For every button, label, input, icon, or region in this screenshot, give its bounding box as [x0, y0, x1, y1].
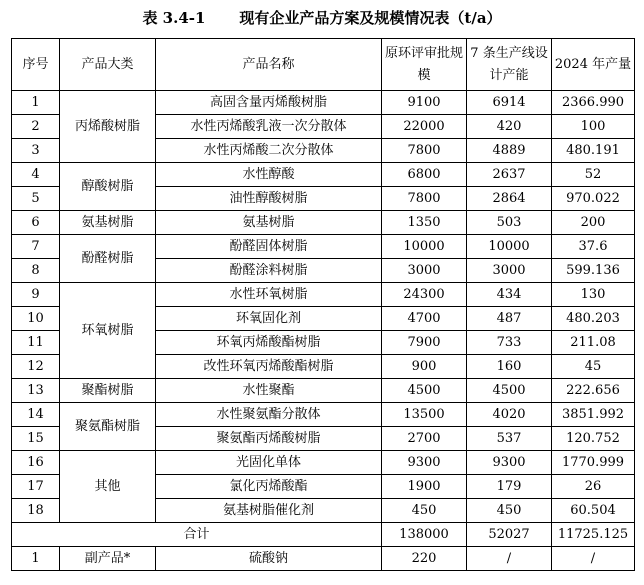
approved-value: 10000 [382, 235, 467, 259]
byproduct-category: 副产品* [60, 547, 156, 571]
total-output: 11725.125 [552, 523, 635, 547]
category-cell: 聚酯树脂 [60, 379, 156, 403]
approved-value: 22000 [382, 115, 467, 139]
row-no: 11 [12, 331, 60, 355]
product-name: 高固含量丙烯酸树脂 [156, 91, 382, 115]
product-name: 水性聚氨酯分散体 [156, 403, 382, 427]
header-row [12, 39, 635, 91]
table-row [12, 283, 635, 307]
output-value: 100 [552, 115, 635, 139]
product-name: 水性丙烯酸二次分散体 [156, 139, 382, 163]
product-scale-table [11, 38, 635, 571]
row-no: 18 [12, 499, 60, 523]
table-row [12, 451, 635, 475]
capacity-value: 10000 [467, 235, 552, 259]
output-value: 26 [552, 475, 635, 499]
approved-value: 450 [382, 499, 467, 523]
output-value: 120.752 [552, 427, 635, 451]
byproduct-output: / [552, 547, 635, 571]
capacity-value: 9300 [467, 451, 552, 475]
approved-value: 2700 [382, 427, 467, 451]
output-value: 480.191 [552, 139, 635, 163]
row-no: 9 [12, 283, 60, 307]
capacity-value: 179 [467, 475, 552, 499]
category-cell: 环氧树脂 [60, 283, 156, 379]
capacity-value: 3000 [467, 259, 552, 283]
table-row [12, 379, 635, 403]
table-title: 现有企业产品方案及规模情况表（t/a） [239, 9, 502, 27]
product-name: 水性丙烯酸乳液一次分散体 [156, 115, 382, 139]
table-row [12, 163, 635, 187]
output-value: 222.656 [552, 379, 635, 403]
row-no: 17 [12, 475, 60, 499]
row-no: 16 [12, 451, 60, 475]
table-row [12, 403, 635, 427]
output-value: 970.022 [552, 187, 635, 211]
byproduct-no: 1 [12, 547, 60, 571]
capacity-value: 160 [467, 355, 552, 379]
row-no: 1 [12, 91, 60, 115]
approved-value: 9300 [382, 451, 467, 475]
approved-value: 9100 [382, 91, 467, 115]
row-no: 7 [12, 235, 60, 259]
category-cell: 聚氨酯树脂 [60, 403, 156, 451]
approved-value: 13500 [382, 403, 467, 427]
capacity-value: 487 [467, 307, 552, 331]
product-name: 光固化单体 [156, 451, 382, 475]
byproduct-approved: 220 [382, 547, 467, 571]
product-name: 水性环氧树脂 [156, 283, 382, 307]
product-name: 环氧固化剂 [156, 307, 382, 331]
output-value: 52 [552, 163, 635, 187]
capacity-value: 434 [467, 283, 552, 307]
approved-value: 24300 [382, 283, 467, 307]
output-value: 130 [552, 283, 635, 307]
header-approved: 原环评审批规模 [382, 39, 467, 91]
output-value: 599.136 [552, 259, 635, 283]
category-cell: 醇酸树脂 [60, 163, 156, 211]
capacity-value: 733 [467, 331, 552, 355]
total-capacity: 52027 [467, 523, 552, 547]
byproduct-capacity: / [467, 547, 552, 571]
output-value: 2366.990 [552, 91, 635, 115]
approved-value: 6800 [382, 163, 467, 187]
row-no: 14 [12, 403, 60, 427]
output-value: 3851.992 [552, 403, 635, 427]
product-name: 水性醇酸 [156, 163, 382, 187]
approved-value: 7900 [382, 331, 467, 355]
capacity-value: 2864 [467, 187, 552, 211]
product-name: 改性环氧丙烯酸酯树脂 [156, 355, 382, 379]
capacity-value: 4889 [467, 139, 552, 163]
total-label: 合计 [12, 523, 382, 547]
row-no: 3 [12, 139, 60, 163]
table-number: 表 3.4-1 [142, 9, 206, 27]
approved-value: 4700 [382, 307, 467, 331]
product-name: 氨基树脂催化剂 [156, 499, 382, 523]
product-name: 聚氨酯丙烯酸树脂 [156, 427, 382, 451]
row-no: 10 [12, 307, 60, 331]
approved-value: 1350 [382, 211, 467, 235]
category-cell: 氨基树脂 [60, 211, 156, 235]
product-name: 水性聚酯 [156, 379, 382, 403]
approved-value: 900 [382, 355, 467, 379]
table-caption [0, 0, 644, 36]
row-no: 13 [12, 379, 60, 403]
capacity-value: 503 [467, 211, 552, 235]
category-cell: 丙烯酸树脂 [60, 91, 156, 163]
row-no: 5 [12, 187, 60, 211]
table-row [12, 211, 635, 235]
output-value: 1770.999 [552, 451, 635, 475]
output-value: 45 [552, 355, 635, 379]
approved-value: 3000 [382, 259, 467, 283]
byproduct-name: 硫酸钠 [156, 547, 382, 571]
approved-value: 4500 [382, 379, 467, 403]
product-name: 氨基树脂 [156, 211, 382, 235]
product-name: 氯化丙烯酸酯 [156, 475, 382, 499]
product-name: 油性醇酸树脂 [156, 187, 382, 211]
category-cell: 酚醛树脂 [60, 235, 156, 283]
approved-value: 7800 [382, 187, 467, 211]
output-value: 200 [552, 211, 635, 235]
output-value: 211.08 [552, 331, 635, 355]
row-no: 4 [12, 163, 60, 187]
capacity-value: 450 [467, 499, 552, 523]
table-row [12, 91, 635, 115]
table-row [12, 235, 635, 259]
header-output: 2024 年产量 [552, 39, 635, 91]
header-capacity: 7 条生产线设计产能 [467, 39, 552, 91]
row-no: 6 [12, 211, 60, 235]
output-value: 37.6 [552, 235, 635, 259]
total-approved: 138000 [382, 523, 467, 547]
row-no: 8 [12, 259, 60, 283]
row-no: 12 [12, 355, 60, 379]
approved-value: 7800 [382, 139, 467, 163]
product-name: 酚醛固体树脂 [156, 235, 382, 259]
category-cell: 其他 [60, 451, 156, 523]
header-category: 产品大类 [60, 39, 156, 91]
capacity-value: 420 [467, 115, 552, 139]
total-row [12, 523, 635, 547]
row-no: 15 [12, 427, 60, 451]
capacity-value: 4500 [467, 379, 552, 403]
capacity-value: 2637 [467, 163, 552, 187]
capacity-value: 6914 [467, 91, 552, 115]
capacity-value: 4020 [467, 403, 552, 427]
byproduct-row [12, 547, 635, 571]
product-name: 酚醛涂料树脂 [156, 259, 382, 283]
output-value: 480.203 [552, 307, 635, 331]
header-no: 序号 [12, 39, 60, 91]
header-name: 产品名称 [156, 39, 382, 91]
product-name: 环氧丙烯酸酯树脂 [156, 331, 382, 355]
row-no: 2 [12, 115, 60, 139]
capacity-value: 537 [467, 427, 552, 451]
output-value: 60.504 [552, 499, 635, 523]
approved-value: 1900 [382, 475, 467, 499]
